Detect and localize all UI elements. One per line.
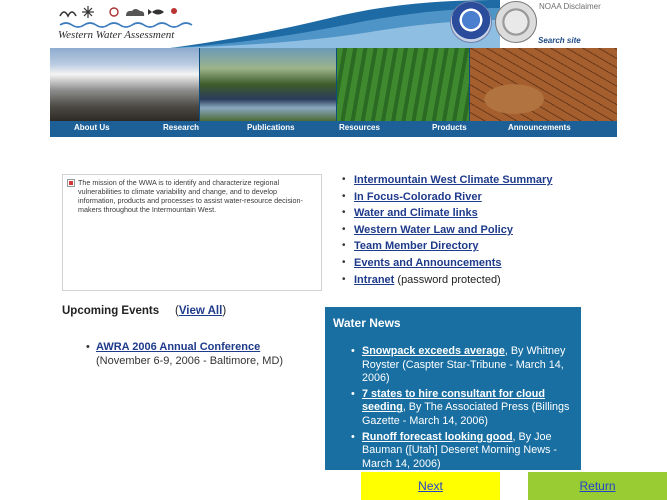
fish-icon xyxy=(148,9,164,15)
upcoming-events-heading: Upcoming Events xyxy=(62,305,160,317)
return-button[interactable]: Return xyxy=(528,472,667,500)
nav-about-us[interactable]: About Us xyxy=(74,123,110,132)
link-colorado-river[interactable]: In Focus-Colorado River xyxy=(354,190,482,203)
list-item xyxy=(341,223,552,240)
list-item: • Runoff forecast looking good, By Joe Bauman ([Utah] Deseret Morning News - March 14, 2006) xyxy=(351,431,577,472)
cloud-icon xyxy=(126,9,144,16)
cracked-earth-photo xyxy=(470,48,617,121)
noaa-disclaimer-link[interactable]: NOAA Disclaimer xyxy=(539,2,601,11)
list-item xyxy=(341,273,552,290)
site-header xyxy=(50,0,617,48)
list-item: • Snowpack exceeds average, By Whitney Royster (Caspter Star-Tribune - March 14, 2006) xyxy=(351,345,577,386)
link-water-law[interactable]: Western Water Law and Policy xyxy=(354,223,513,236)
list-item: • 7 states to hire consultant for cloud seeding, By The Associated Press (Billings Gazette - March 14, 2006) xyxy=(351,388,577,429)
view-all-link[interactable]: View All xyxy=(178,305,223,317)
crop-field-photo xyxy=(337,48,470,121)
mission-statement: The mission of the WWA is to identify and characterize regional vulnerabilities to climate variability and change, and to develop information, products and processes to assist water-resource decision-makers throughout the Intermountain West. xyxy=(78,178,303,214)
nav-publications[interactable]: Publications xyxy=(247,123,295,132)
nav-products[interactable]: Products xyxy=(432,123,467,132)
site-title: Western Water Assessment xyxy=(58,29,175,41)
news-cloud-seeding-link[interactable]: 7 states to hire consultant for cloud seeding xyxy=(362,387,545,414)
list-item xyxy=(341,173,552,190)
link-team-directory[interactable]: Team Member Directory xyxy=(354,240,479,253)
snowflake-icon xyxy=(82,6,94,18)
commerce-seal-icon[interactable] xyxy=(495,1,537,43)
header-photo-strip xyxy=(50,48,617,121)
nav-announcements[interactable]: Announcements xyxy=(508,123,571,132)
link-water-climate[interactable]: Water and Climate links xyxy=(354,207,478,220)
news-snowpack-link[interactable]: Snowpack exceeds average xyxy=(362,345,505,357)
water-news-panel xyxy=(325,307,581,470)
list-item xyxy=(86,340,306,368)
events-list xyxy=(86,340,306,368)
link-intranet[interactable]: Intranet xyxy=(354,273,395,286)
view-all-wrapper: (View All) xyxy=(175,305,227,317)
list-item xyxy=(341,256,552,273)
news-runoff-link[interactable]: Runoff forecast looking good xyxy=(362,430,513,443)
list-item xyxy=(341,190,552,207)
search-site-link[interactable]: Search site xyxy=(538,36,581,45)
snow-mountain-photo xyxy=(50,48,200,121)
bird-icon xyxy=(60,12,76,16)
link-climate-summary[interactable]: Intermountain West Climate Summary xyxy=(354,174,553,186)
nav-resources[interactable]: Resources xyxy=(339,123,380,132)
noaa-seal-icon[interactable] xyxy=(450,1,492,43)
sun-icon xyxy=(110,8,118,16)
water-news-list xyxy=(351,345,577,473)
nav-research[interactable]: Research xyxy=(163,123,200,132)
webpage-screenshot xyxy=(50,0,617,470)
event-awra-link[interactable]: AWRA 2006 Annual Conference xyxy=(96,341,261,353)
broken-image-icon xyxy=(67,179,75,187)
water-news-heading: Water News xyxy=(333,316,401,330)
main-nav xyxy=(50,121,617,137)
list-item xyxy=(341,206,552,223)
mission-statement-box xyxy=(62,174,322,291)
reservoir-photo xyxy=(200,48,337,121)
list-item xyxy=(341,239,552,256)
quick-links-list xyxy=(341,173,552,289)
link-events[interactable]: Events and Announcements xyxy=(354,256,502,269)
intranet-note: (password protected) xyxy=(394,273,501,286)
event-details: (November 6-9, 2006 - Baltimore, MD) xyxy=(96,355,284,367)
next-button[interactable]: Next xyxy=(361,472,500,500)
